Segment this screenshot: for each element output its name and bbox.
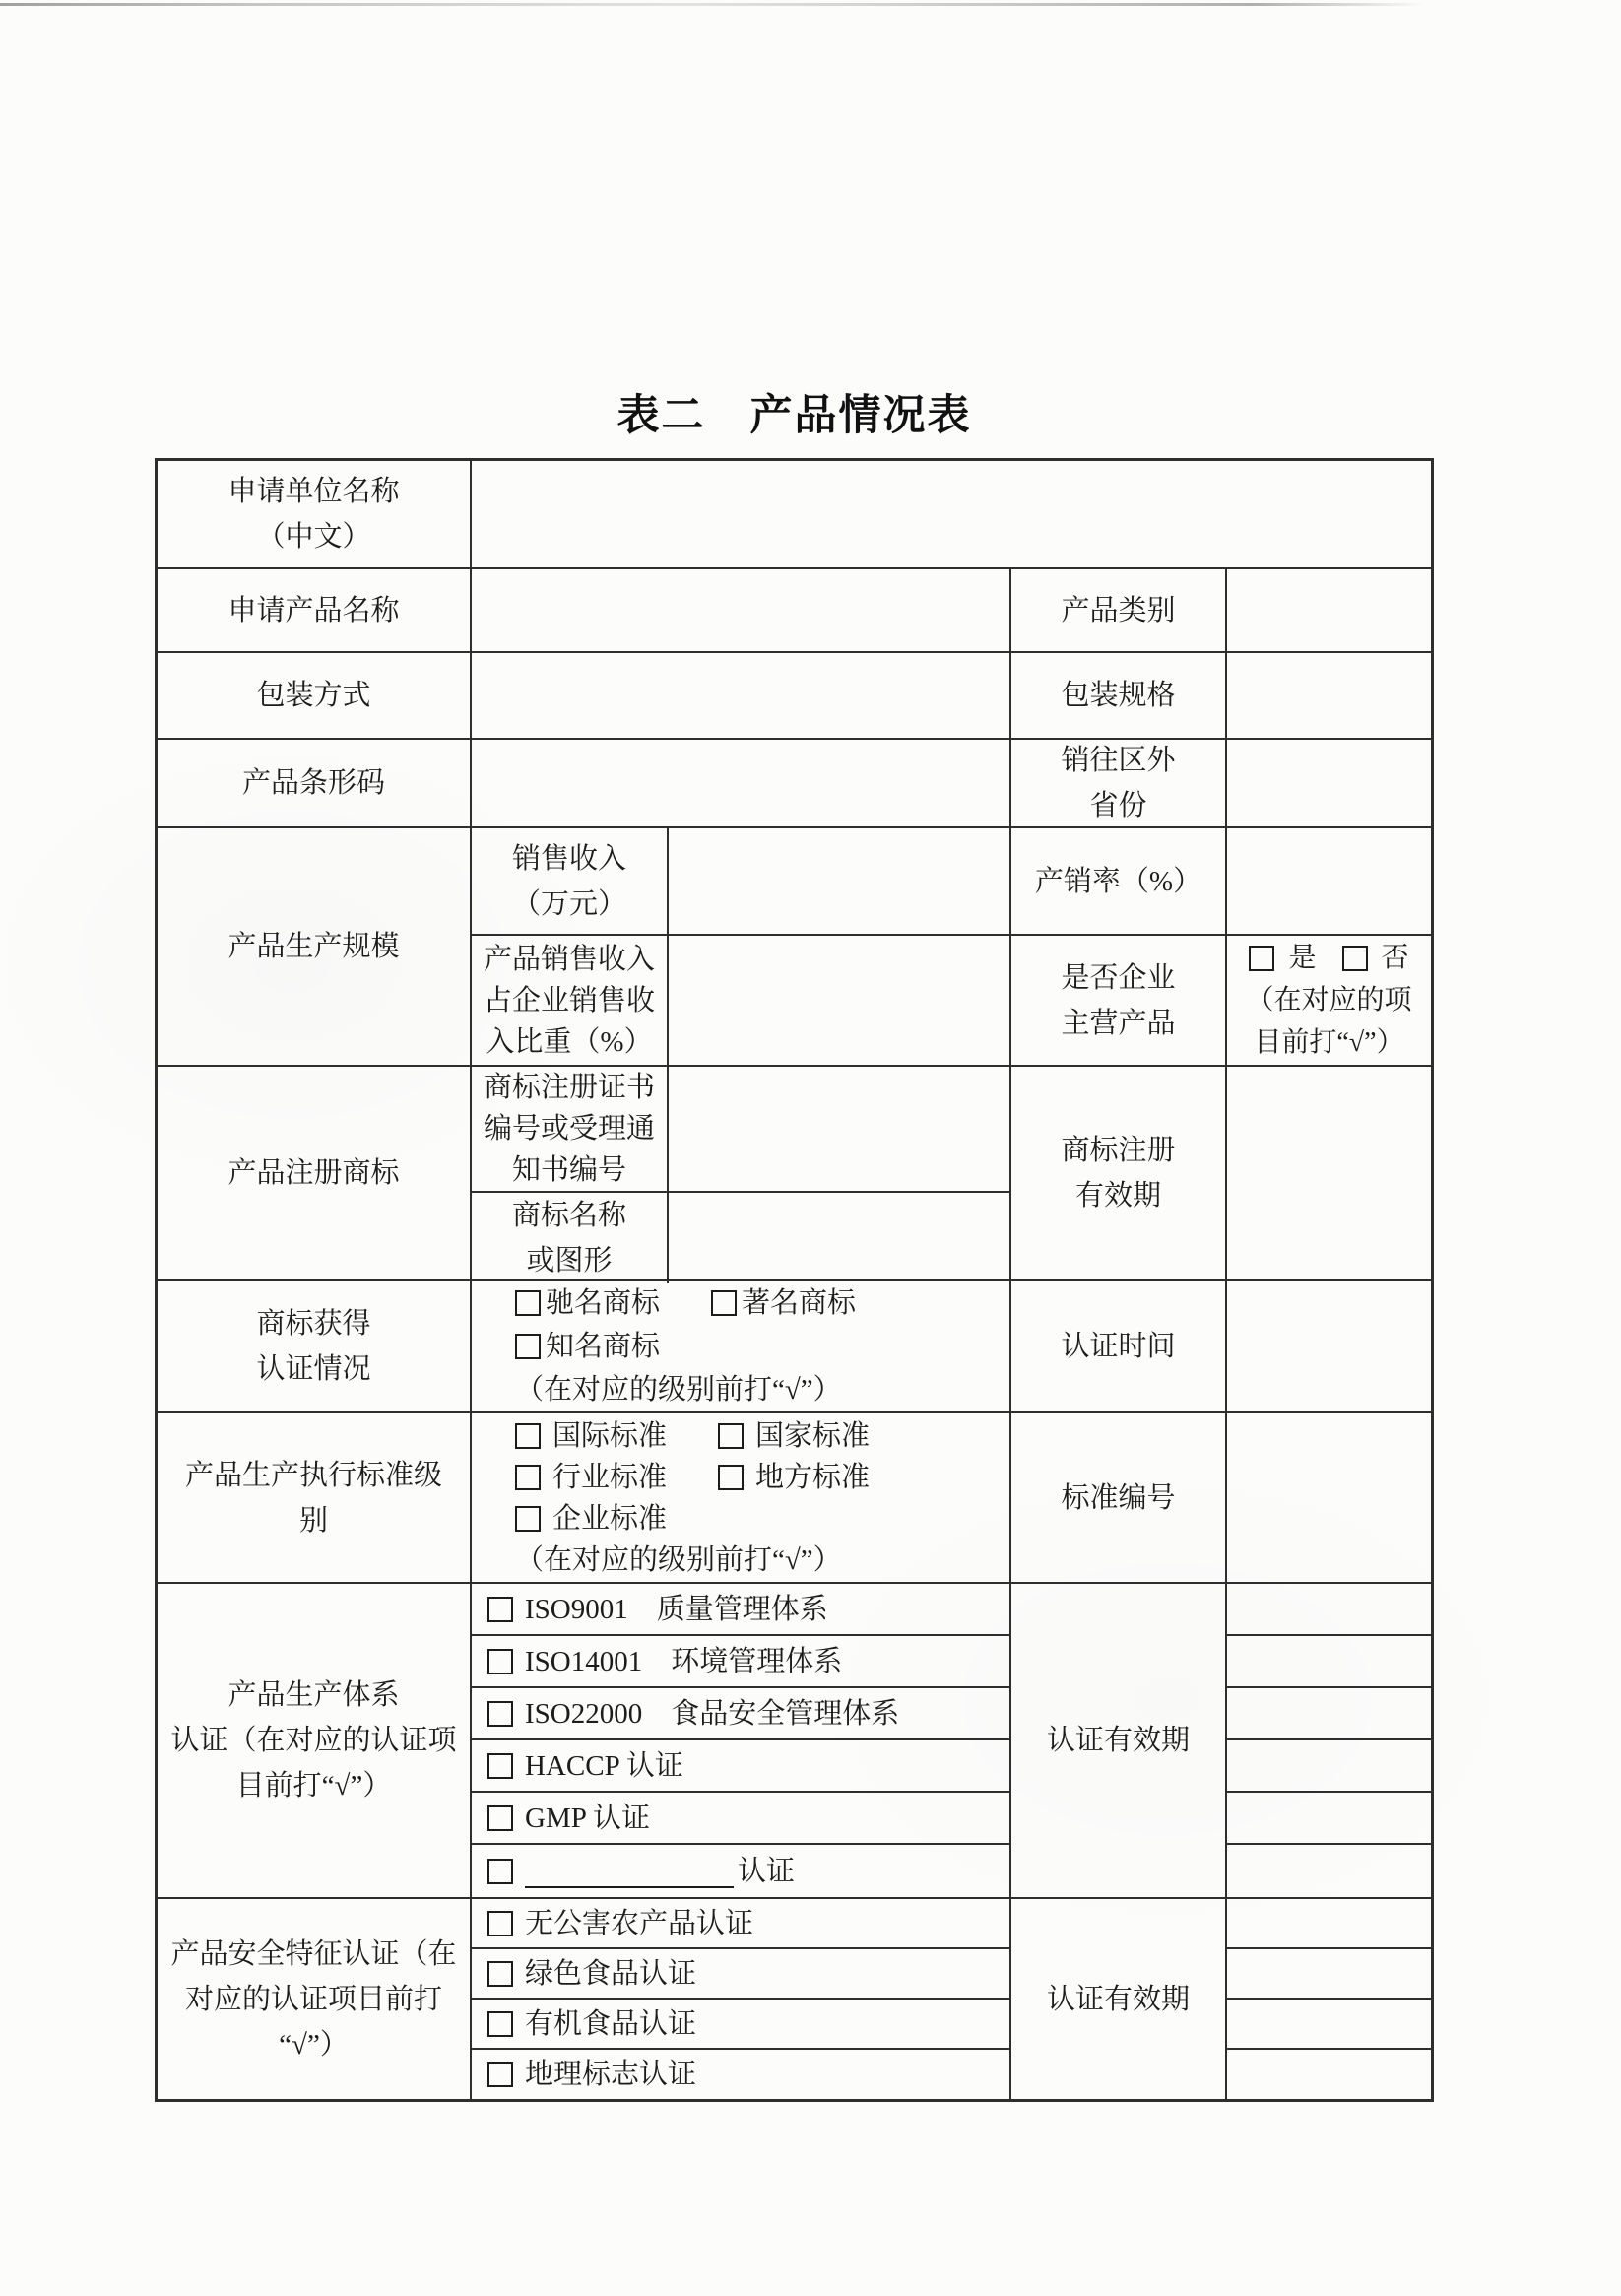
checkbox-icon-yes <box>1249 946 1274 971</box>
row-applicant-name <box>158 461 1431 569</box>
value-main-product-yesno <box>1227 936 1431 1065</box>
checkbox-icon <box>487 1649 513 1674</box>
standard-level-options <box>472 1413 1011 1582</box>
checkbox-icon <box>515 1423 541 1449</box>
value-provinces-sold <box>1227 740 1431 826</box>
item-iso9001: ISO9001 质量管理体系 <box>472 1584 1009 1636</box>
subrow-trademark-cert-number <box>472 1067 1009 1193</box>
safety-certification-items <box>472 1899 1011 2099</box>
checkbox-icon-no <box>1342 946 1368 971</box>
production-scale-subtable <box>472 828 1011 1065</box>
checkbox-icon <box>487 1805 513 1831</box>
value-certification-time <box>1227 1281 1431 1411</box>
value-standard-number <box>1227 1413 1431 1582</box>
system-certification-items <box>472 1584 1011 1897</box>
value-cert-validity-2 <box>1227 1636 1431 1688</box>
checkbox-icon <box>515 1334 541 1359</box>
option-famous-trademark: 驰名商标 <box>515 1281 660 1325</box>
row-packaging-method <box>158 653 1431 740</box>
row-trademark-certification <box>158 1281 1431 1413</box>
checkbox-icon <box>515 1465 541 1490</box>
subrow-revenue-share <box>472 936 1009 1065</box>
label-trademark-validity: 商标注册 有效期 <box>1011 1067 1227 1279</box>
label-standard-number: 标准编号 <box>1011 1413 1227 1582</box>
label-production-scale: 产品生产规模 <box>158 828 472 1065</box>
yesno-options: 是 否 <box>1249 937 1408 979</box>
checkbox-icon <box>718 1465 744 1490</box>
checkbox-icon <box>515 1290 541 1316</box>
label-trademark-cert-number: 商标注册证书 编号或受理通 知书编号 <box>472 1067 669 1191</box>
label-provinces-sold: 销往区外 省份 <box>1011 740 1227 826</box>
label-product-category: 产品类别 <box>1011 569 1227 651</box>
label-safety-cert-validity: 认证有效期 <box>1011 1899 1227 2099</box>
row-product-name <box>158 569 1431 653</box>
checkbox-icon <box>718 1423 744 1449</box>
row-production-system-certification <box>158 1584 1431 1899</box>
item-iso22000: ISO22000 食品安全管理体系 <box>472 1688 1009 1740</box>
item-green-food: 绿色食品认证 <box>472 1949 1009 2000</box>
value-packaging-spec <box>1227 653 1431 738</box>
value-sales-revenue <box>669 828 1009 934</box>
checkbox-icon <box>515 1506 541 1532</box>
option-local-standard: 地方标准 <box>718 1457 870 1498</box>
value-cert-validity-4 <box>1227 1740 1431 1793</box>
label-packaging-spec: 包装规格 <box>1011 653 1227 738</box>
label-system-cert-validity: 认证有效期 <box>1011 1584 1227 1897</box>
trademark-subtable <box>472 1067 1011 1279</box>
product-info-table <box>155 458 1434 2102</box>
option-known-trademark: 知名商标 <box>515 1325 660 1368</box>
value-safety-validity-4 <box>1227 2050 1431 2099</box>
row-product-barcode <box>158 740 1431 828</box>
value-production-sales-ratio <box>1227 828 1431 936</box>
checkbox-icon <box>487 1753 513 1779</box>
item-pollution-free: 无公害农产品认证 <box>472 1899 1009 1949</box>
value-safety-validity-2 <box>1227 1949 1431 2000</box>
value-product-category <box>1227 569 1431 651</box>
label-production-system-certification: 产品生产体系 认证（在对应的认证项 目前打“√”） <box>158 1584 472 1897</box>
value-cert-validity-3 <box>1227 1688 1431 1740</box>
value-safety-validity-1 <box>1227 1899 1431 1949</box>
value-packaging-method <box>472 653 1011 738</box>
item-haccp: HACCP 认证 <box>472 1740 1009 1793</box>
value-trademark-validity <box>1227 1067 1431 1279</box>
label-revenue-share: 产品销售收入 占企业销售收 入比重（%） <box>472 936 669 1065</box>
value-applicant-name <box>472 461 1431 567</box>
option-national-standard: 国家标准 <box>718 1415 870 1457</box>
label-trademark-certification: 商标获得 认证情况 <box>158 1281 472 1411</box>
label-packaging-method: 包装方式 <box>158 653 472 738</box>
trademark-certification-note: （在对应的级别前打“√”） <box>515 1374 842 1406</box>
label-main-product: 是否企业 主营产品 <box>1061 961 1176 1039</box>
standard-level-note: （在对应的级别前打“√”） <box>515 1543 842 1576</box>
item-iso14001: ISO14001 环境管理体系 <box>472 1636 1009 1688</box>
checkbox-icon <box>711 1290 737 1316</box>
label-certification-time: 认证时间 <box>1011 1281 1227 1411</box>
label-production-sales-ratio: 产销率（%） <box>1011 828 1225 936</box>
option-international-standard: 国际标准 <box>515 1415 667 1457</box>
subrow-sales-revenue <box>472 828 1009 936</box>
item-geographic-indication: 地理标志认证 <box>472 2050 1009 2099</box>
yesno-note-line1: （在对应的项 <box>1246 985 1412 1016</box>
option-industry-standard: 行业标准 <box>515 1457 667 1498</box>
option-enterprise-standard: 企业标准 <box>515 1498 667 1540</box>
scan-artifact-top-edge <box>0 3 1426 6</box>
label-production-standard-level: 产品生产执行标准级 别 <box>158 1413 472 1582</box>
row-safety-certification <box>158 1899 1431 2099</box>
checkbox-icon <box>487 1597 513 1622</box>
row-production-scale <box>158 828 1431 1067</box>
item-other-certification: 认证 <box>472 1845 1009 1897</box>
value-cert-validity-1 <box>1227 1584 1431 1636</box>
option-wellknown-trademark: 著名商标 <box>711 1281 856 1325</box>
fill-in-blank-line <box>525 1855 734 1888</box>
label-trademark-name: 商标名称 或图形 <box>472 1193 669 1283</box>
row-registered-trademark <box>158 1067 1431 1281</box>
form-title: 表二 产品情况表 <box>616 392 972 439</box>
item-organic-food: 有机食品认证 <box>472 2000 1009 2050</box>
checkbox-icon <box>487 2011 513 2037</box>
system-cert-validity-cells <box>1227 1584 1431 1897</box>
value-trademark-cert-number <box>669 1067 1009 1191</box>
checkbox-icon <box>487 1961 513 1987</box>
label-safety-certification: 产品安全特征认证（在 对应的认证项目前打 “√”） <box>158 1899 472 2099</box>
subrow-trademark-name <box>472 1193 1009 1283</box>
value-revenue-share <box>669 936 1009 1065</box>
value-product-name <box>472 569 1011 651</box>
label-registered-trademark: 产品注册商标 <box>158 1067 472 1279</box>
value-safety-validity-3 <box>1227 2000 1431 2050</box>
item-gmp: GMP 认证 <box>472 1793 1009 1845</box>
row-production-standard-level <box>158 1413 1431 1584</box>
label-applicant-name: 申请单位名称 （中文） <box>158 461 472 567</box>
checkbox-icon <box>487 1701 513 1727</box>
value-cert-validity-5 <box>1227 1793 1431 1845</box>
checkbox-icon <box>487 1911 513 1936</box>
label-product-name: 申请产品名称 <box>158 569 472 651</box>
checkbox-icon <box>487 2062 513 2087</box>
trademark-certification-options <box>472 1281 1011 1411</box>
value-trademark-name <box>669 1193 1009 1283</box>
checkbox-icon <box>487 1859 513 1884</box>
yesno-note-line2: 目前打“√”） <box>1254 1027 1404 1058</box>
label-sales-revenue: 销售收入 （万元） <box>472 828 669 934</box>
value-cert-validity-6 <box>1227 1845 1431 1897</box>
safety-cert-validity-cells <box>1227 1899 1431 2099</box>
value-product-barcode <box>472 740 1011 826</box>
label-product-barcode: 产品条形码 <box>158 740 472 826</box>
